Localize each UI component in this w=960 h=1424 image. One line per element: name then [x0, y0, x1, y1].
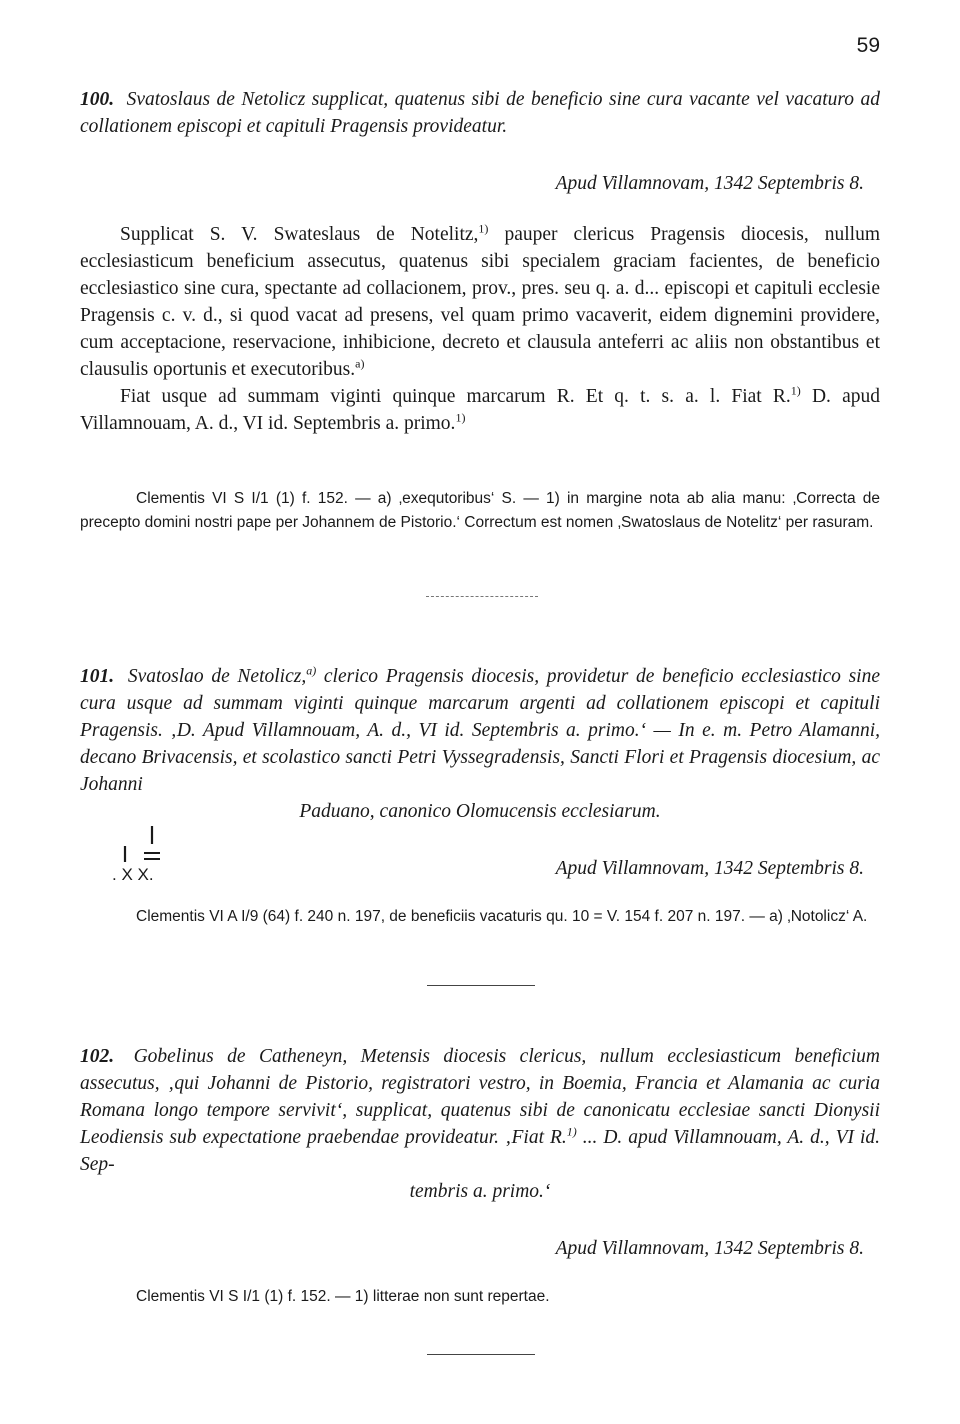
footnote-ref: 1): [566, 1124, 577, 1139]
page-number: 59: [856, 34, 880, 57]
heading-last-line: Paduano, canonico Olomucensis ecclesiarum.: [299, 801, 661, 822]
entry-number: 102.: [80, 1046, 115, 1067]
entry-100-heading: [80, 86, 880, 140]
section-divider: [427, 985, 535, 986]
footnote-ref: a): [306, 663, 317, 678]
entry-101-place-date: Apud Villamnovam, 1342 Septembris 8.: [555, 858, 864, 879]
section-divider: [427, 1354, 535, 1355]
fiat-paragraph: Fiat usque ad summam viginti quinque marcarum R. Et q. t. s. a. l. Fiat R.$^{1)}$ D. apud Villamnouam, A. d., VI id. Septembris a. primo.$^{1)}$: [80, 383, 880, 434]
entry-102-heading: 102. Gobelinus de Catheneyn, Metensis diocesis clericus, nullum ecclesiasticum beneficium assecutus, ‚qui Johanni de Pistorio, registratori vestro, in Boemia, Francia et Alamania ac curia Romana longo tempore servivit‘, supplicat, quatenus sibi de canonicatu ecclesiae sancti Dionysii Leodiensis sub expectatione praebendae provideatur. ‚Fiat R.$^{1)}$ ... D. apud Villamnouam, A. d., VI id. Sep- tembris a. primo.‘: [80, 1043, 880, 1205]
footnote-ref: 1): [790, 383, 801, 398]
entry-100-place-date: Apud Villamnovam, 1342 Septembris 8.: [555, 173, 864, 194]
heading-last-line: tembris a. primo.‘: [409, 1181, 551, 1202]
entry-100-note: Clementis VI S I/1 (1) f. 152. — a) ‚exequtoribus‘ S. — 1) in margine nota ab alia manu: ‚Correcta de precepto domini nostri pape per Johannem de Pistorio.‘ Correctum est nomen ‚Swatoslaus de Notelitz‘ per rasuram.: [80, 490, 880, 531]
entry-101-note: Clementis VI A I/9 (64) f. 240 n. 197, de beneficiis vacaturis qu. 10 = V. 154 f. 207 n. 197. — a) ‚Notolicz‘ A.: [136, 908, 868, 925]
entry-number: 100.: [80, 89, 115, 110]
roman-numeral-mark-icon: [112, 822, 182, 884]
entry-100-text: [80, 221, 880, 437]
section-divider: [426, 596, 538, 597]
marginal-mark: [112, 822, 182, 884]
svg-text:. X X.: . X X.: [112, 865, 154, 884]
entry-number: 101.: [80, 666, 115, 687]
supplication-paragraph: Supplicat S. V. Swateslaus de Notelitz,$^{1)}$ pauper clericus Pragensis diocesis, nullum ecclesiasticum beneficium assecutus, quatenus sibi specialem graciam facientes, de beneficio ecclesiastico sine cura, spectante ad collacionem, prov., pres. seu q. a. d... episcopi et capituli ecclesie Pragensis c. v. d., si quod vacat ad presens, vel quam primo vacaverit, eidem dignemini providere, cum acceptacione, reservacione, inhibicione, decreto et clausula anteferri ac aliis non obstantibus et clausulis oportunis et executoribus.$^{a)}$: [80, 221, 881, 380]
footnote-ref: 1): [455, 410, 466, 425]
entry-102-place-date: Apud Villamnovam, 1342 Septembris 8.: [555, 1238, 864, 1259]
footnote-ref: 1): [478, 221, 489, 236]
footnote-ref: a): [355, 356, 365, 371]
entry-102-note: Clementis VI S I/1 (1) f. 152. — 1) litterae non sunt repertae.: [136, 1288, 550, 1305]
entry-summary: Svatoslaus de Netolicz supplicat, quatenus sibi de beneficio sine cura vacante vel vacaturo ad collationem episcopi et capituli Pragensis provideatur.: [80, 89, 881, 137]
entry-101-heading: 101. Svatoslao de Netolicz,$^{a)}$ clerico Pragensis diocesis, providetur de beneficio ecclesiastico sine cura usque ad summam viginti quinque marcarum argenti ad collationem episcopi et capituli Pragensis. ‚D. Apud Villamnouam, A. d., VI id. Septembris a. primo.‘ — In e. m. Petro Alamanni, decano Brivacensis, et scolastico sancti Petri Vyssegradensis, Sancti Flori et Pragensis diocesium, ac Johanni Paduano, canonico Olomucensis ecclesiarum.: [80, 663, 880, 825]
